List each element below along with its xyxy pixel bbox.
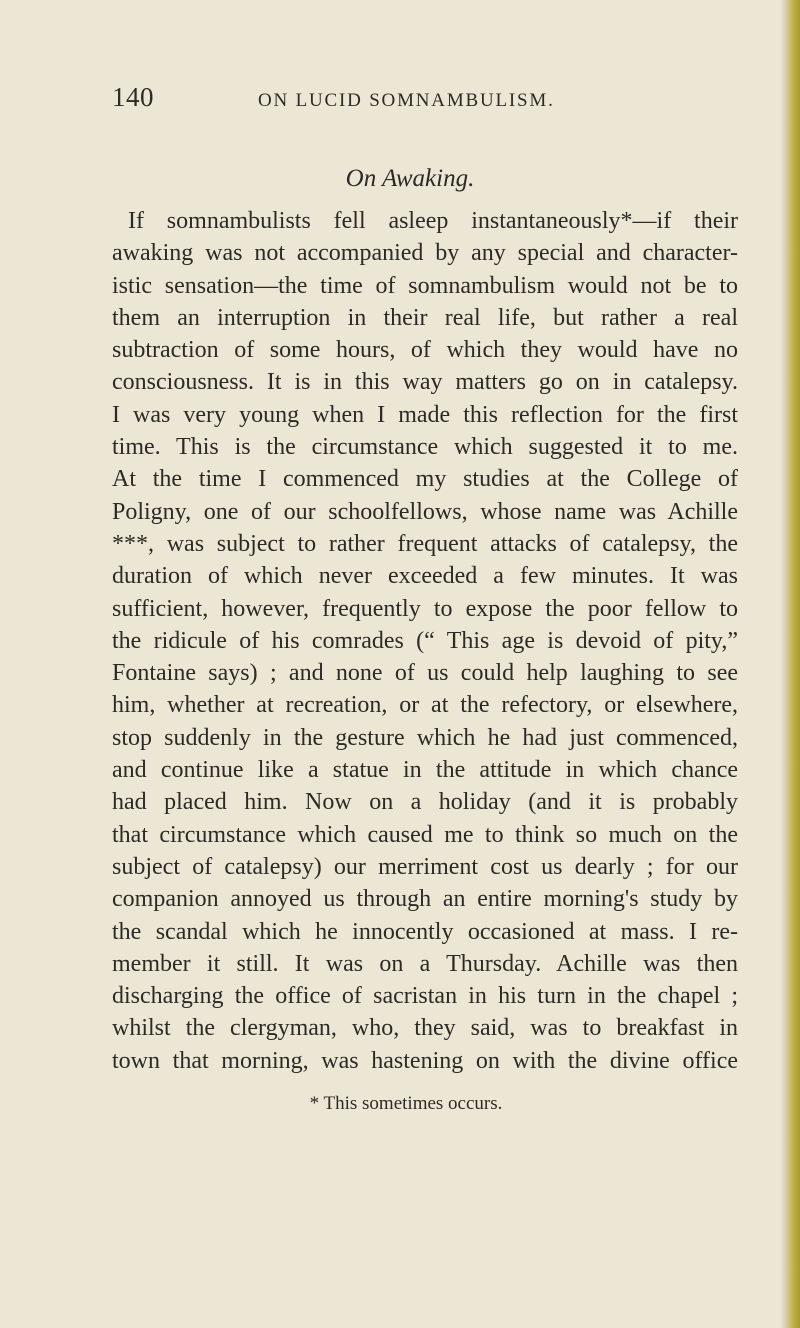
text-line: them an interruption in their real life, but rather a real bbox=[112, 304, 738, 331]
text-line: member it still. It was on a Thursday. Achille was then bbox=[112, 950, 738, 977]
text-line: subtraction of some hours, of which they would have no bbox=[112, 337, 738, 364]
text-line: At the time I commenced my studies at the College of bbox=[112, 466, 738, 493]
text-line: I was very young when I made this reflection for the first bbox=[112, 401, 738, 428]
text-line: the scandal which he innocently occasioned at mass. I re- bbox=[112, 918, 738, 945]
text-line: stop suddenly in the gesture which he had just commenced, bbox=[112, 724, 738, 751]
text-line: discharging the office of sacristan in his turn in the chapel ; bbox=[112, 983, 738, 1010]
section-title: On Awaking. bbox=[345, 165, 475, 192]
text-line: time. This is the circumstance which suggested it to me. bbox=[112, 434, 738, 461]
text-line: whilst the clergyman, who, they said, was to breakfast in bbox=[112, 1015, 738, 1042]
text-line: had placed him. Now on a holiday (and it is probably bbox=[112, 789, 738, 816]
text-line: companion annoyed us through an entire morning's study by bbox=[112, 886, 738, 913]
text-line: and continue like a statue in the attitude in which chance bbox=[112, 757, 738, 784]
footnote: * This sometimes occurs. bbox=[309, 1093, 503, 1114]
text-line: awaking was not accompanied by any special and character- bbox=[112, 240, 738, 267]
text-line: If somnambulists fell asleep instantaneously*—if their bbox=[128, 208, 738, 234]
page-number: 140 bbox=[112, 82, 154, 112]
text-line: ***, was subject to rather frequent attacks of catalepsy, the bbox=[112, 530, 738, 557]
page-edge-strip bbox=[786, 0, 800, 1328]
running-head: ON LUCID SOMNAMBULISM. bbox=[258, 90, 555, 111]
text-line: duration of which never exceeded a few minutes. It was bbox=[112, 563, 738, 590]
text-line: town that morning, was hastening on with the divine office bbox=[112, 1047, 738, 1074]
text-line: the ridicule of his comrades (“ This age is devoid of pity,” bbox=[112, 627, 738, 654]
text-line: Poligny, one of our schoolfellows, whose name was Achille bbox=[112, 498, 738, 525]
text-line: Fontaine says) ; and none of us could help laughing to see bbox=[112, 660, 738, 687]
text-line: istic sensation—the time of somnambulism would not be to bbox=[112, 272, 738, 299]
text-line: that circumstance which caused me to think so much on the bbox=[112, 821, 738, 848]
text-line: sufficient, however, frequently to expose the poor fellow to bbox=[112, 595, 738, 622]
text-line: subject of catalepsy) our merriment cost us dearly ; for our bbox=[112, 853, 738, 880]
body-text bbox=[112, 205, 738, 1077]
text-line: him, whether at recreation, or at the refectory, or elsewhere, bbox=[112, 692, 738, 719]
text-line: consciousness. It is in this way matters go on in catalepsy. bbox=[112, 369, 738, 396]
